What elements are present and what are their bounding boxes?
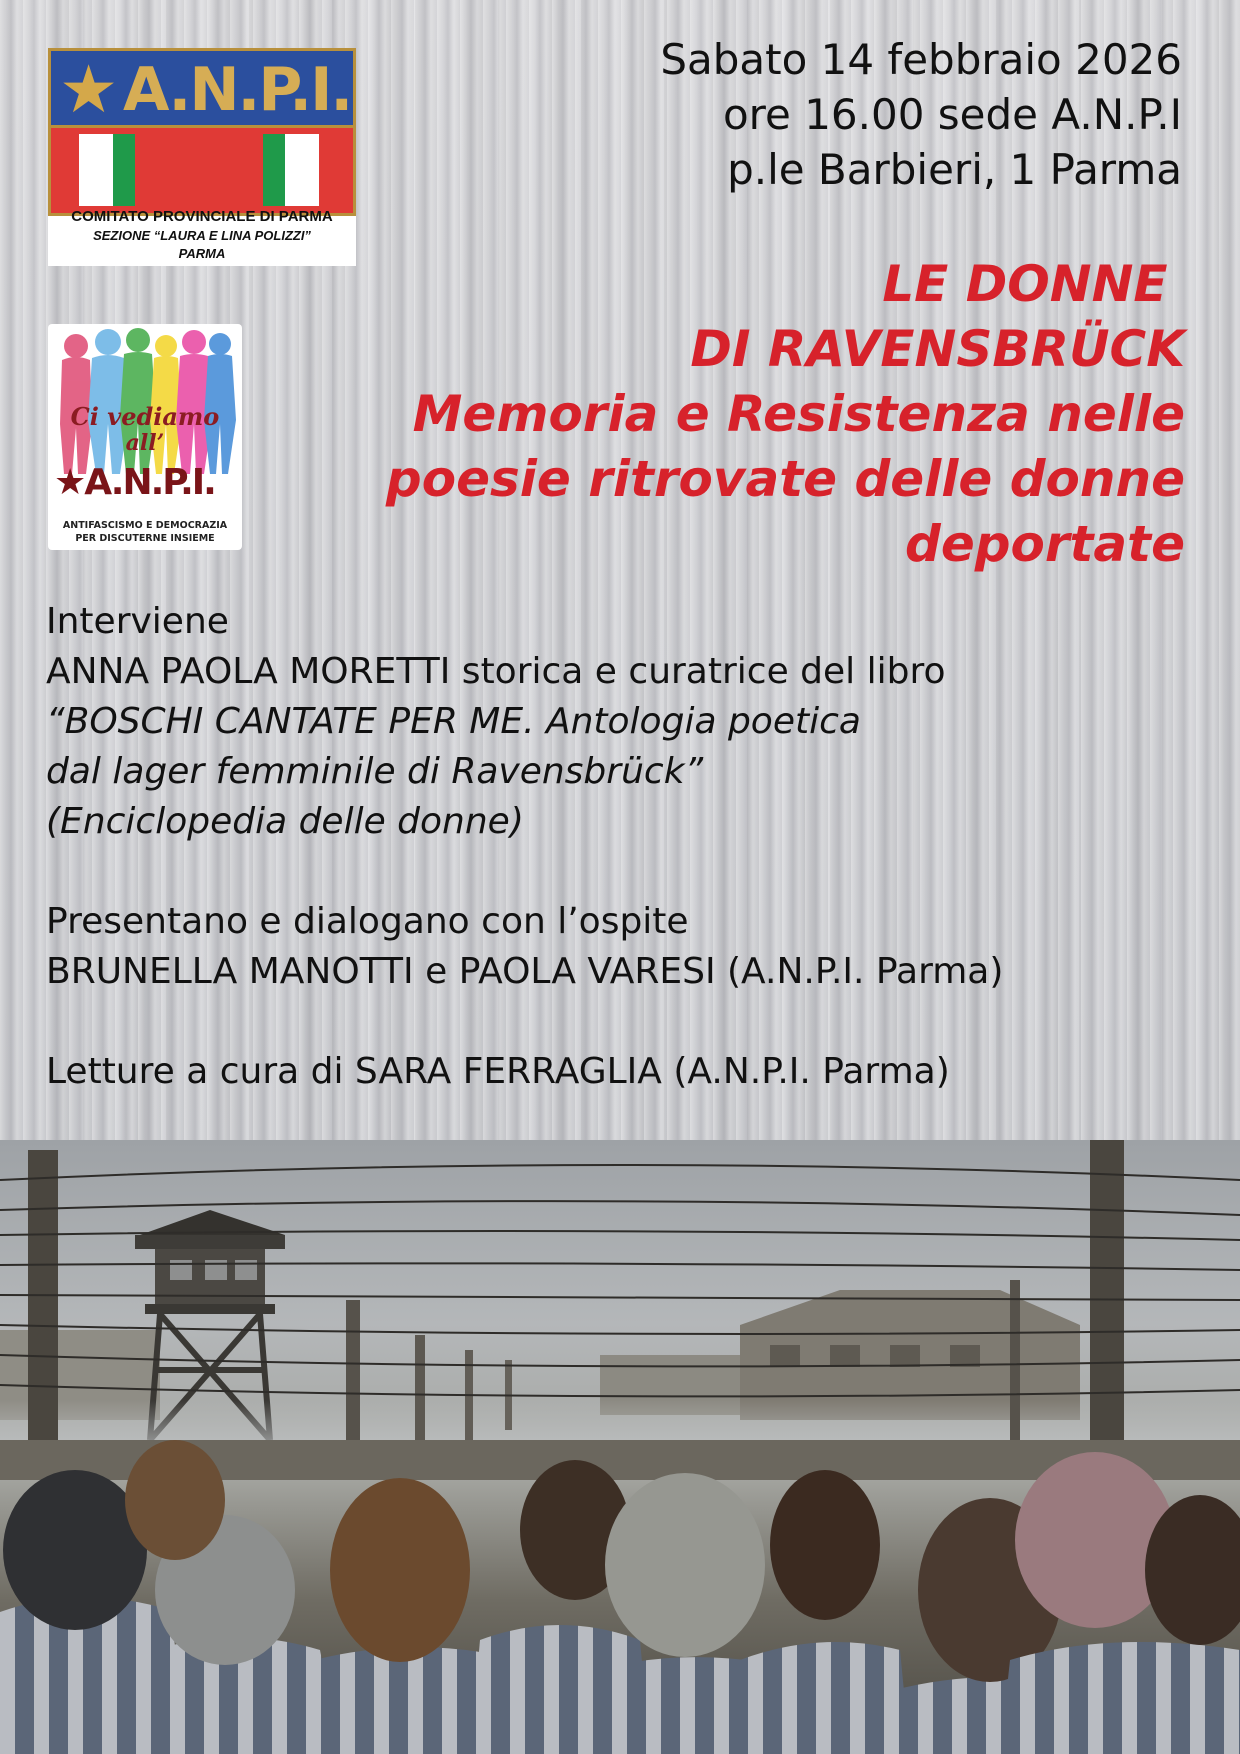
anpi-logo xyxy=(48,48,356,266)
title-line5: deportate xyxy=(905,515,1185,573)
book-publisher: (Enciclopedia delle donne) xyxy=(46,801,524,842)
book-title-line2: dal lager femminile di Ravensbrück” xyxy=(46,751,704,792)
flag-white-left xyxy=(79,134,113,206)
spacer xyxy=(46,997,1226,1047)
ci-vediamo-line1: Ci vediamo xyxy=(70,402,220,431)
spacer xyxy=(46,847,1226,897)
ci-vediamo-line2: all’ xyxy=(125,430,165,456)
star-icon: ★ xyxy=(59,51,119,128)
flag-green-right xyxy=(263,134,285,206)
title-line3: Memoria e Resistenza nelle xyxy=(412,385,1185,443)
anpi-city: PARMA xyxy=(178,246,226,261)
flag-red-left xyxy=(51,134,79,206)
ci-vediamo-brand xyxy=(54,462,242,503)
event-date: Sabato 14 febbraio 2026 xyxy=(660,35,1182,84)
ci-vediamo-footer1: ANTIFASCISMO E DEMOCRAZIA xyxy=(62,520,228,531)
title-line1: LE DONNE xyxy=(882,255,1185,313)
camp-photo xyxy=(0,1140,1240,1754)
anpi-logo-banner xyxy=(48,48,356,128)
event-description xyxy=(46,597,1226,1097)
speaker: ANNA PAOLA MORETTI storica e curatrice del libro xyxy=(46,651,946,692)
star-icon: ★ xyxy=(54,462,85,503)
anpi-section: SEZIONE “LAURA E LINA POLIZZI” xyxy=(93,228,311,243)
title-line2: DI RAVENSBRÜCK xyxy=(690,320,1185,378)
event-time-place: ore 16.00 sede A.N.P.I xyxy=(722,90,1182,139)
ci-vediamo-brand-text: A.N.P.I. xyxy=(84,462,215,503)
event-address: p.le Barbieri, 1 Parma xyxy=(727,145,1182,194)
presenters-intro: Presentano e dialogano con l’ospite xyxy=(46,901,689,942)
ci-vediamo-footer2: PER DISCUTERNE INSIEME xyxy=(75,533,215,544)
anpi-committee: COMITATO PROVINCIALE DI PARMA xyxy=(71,208,333,225)
readings: Letture a cura di SARA FERRAGLIA (A.N.P.I. Parma) xyxy=(46,1051,950,1092)
ci-vediamo-logo xyxy=(48,324,242,550)
event-title xyxy=(386,252,1185,577)
event-info xyxy=(660,32,1182,197)
anpi-logo-text: A.N.P.I. xyxy=(123,55,352,125)
flag-white-right xyxy=(285,134,319,206)
presenters: BRUNELLA MANOTTI e PAOLA VARESI (A.N.P.I. Parma) xyxy=(46,951,1004,992)
book-title-line1: “BOSCHI CANTATE PER ME. Antologia poetica xyxy=(46,701,861,742)
flag-green-left xyxy=(113,134,135,206)
camp-scene-image xyxy=(0,1140,1240,1754)
anpi-flag-band xyxy=(48,128,356,216)
title-line4: poesie ritrovate delle donne xyxy=(385,450,1185,508)
speaker-intro: Interviene xyxy=(46,601,229,642)
